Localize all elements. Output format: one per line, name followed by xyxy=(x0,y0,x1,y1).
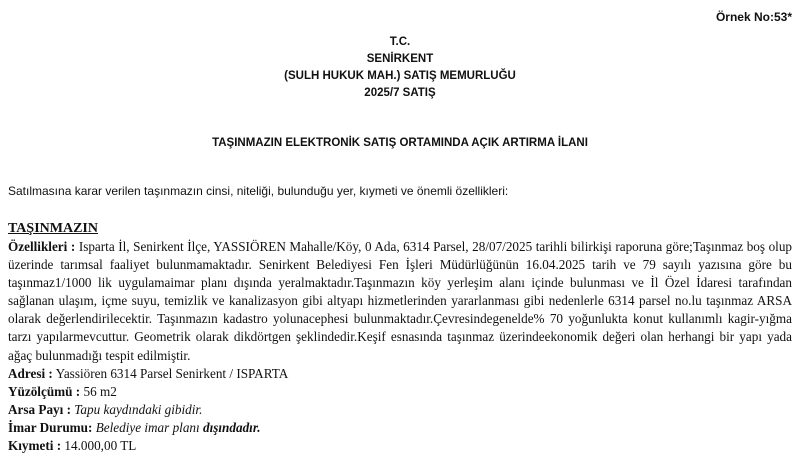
header-line-district: SENİRKENT xyxy=(366,53,434,65)
document-header xyxy=(0,34,800,102)
area-value: 56 m2 xyxy=(83,383,117,399)
zoning-value: Belediye imar planı xyxy=(95,419,200,435)
zoning-emphasis: dışındadır. xyxy=(203,419,261,435)
sample-number: Örnek No:53* xyxy=(715,10,792,24)
header-line-tc: T.C. xyxy=(389,36,411,48)
address-label: Adresi : xyxy=(8,365,53,381)
header-line-file-no: 2025/7 SATIŞ xyxy=(364,87,436,99)
value-label: Kıymeti : xyxy=(8,438,62,454)
section-title: TAŞINMAZIN xyxy=(8,221,98,236)
address-row xyxy=(8,365,792,383)
zoning-row xyxy=(8,419,792,437)
value-row xyxy=(8,437,792,455)
features-text: Isparta İl, Senirkent İlçe, YASSIÖREN Mahalle/Köy, 0 Ada, 6314 Parsel, 28/07/2025 tarihli bilirkişi raporuna göre;Taşınmaz boş olup üzerinde tarımsal faaliyet bulunmamaktadır. Senirkent Belediyesi Fen İşleri Müdürlüğünün 16.04.2025 tarih ve 79 sayılı yazısına göre bu taşınmaz1/1000 lik uygulamaimar planı dışında yeralmaktadır.Taşınmazın köy yerleşim alanı içinde bulunması ve İl Özel İdaresi tarafından sağlanan ulaşım, içme suyu, temizlik ve kanalizasyon gibi altyapı hizmetlerinden yararlanması gibi nedenlerle 6314 parsel no.lu taşınmaz ARSA olarak değerlendirilecektir. Taşınmazın kadastro yolunacephesi bulunmaktadır.Çevresindegenelde% 70 yoğunlukta konut kullanımlı kagir-yığma tarzı yapılarmevcuttur. Geometrik olarak dikdörtgen şeklindedir.Keşif esnasında taşınmaz üzerindeekonomik değeri olan herhangi bir yapı yada ağaç bulunmadığı tespit edilmiştir. xyxy=(8,239,793,363)
features-paragraph xyxy=(8,238,792,365)
property-section xyxy=(8,220,792,455)
share-row xyxy=(8,401,792,419)
intro-text: Satılmasına karar verilen taşınmazın cinsi, niteliği, bulunduğu yer, kıymeti ve önemli özellikleri: xyxy=(8,184,509,198)
share-value: Tapu kaydındaki gibidir. xyxy=(74,401,203,417)
address-value: Yassiören 6314 Parsel Senirkent / ISPARTA xyxy=(55,365,289,381)
value-amount: 14.000,00 TL xyxy=(64,438,137,454)
share-label: Arsa Payı : xyxy=(8,401,71,417)
header-line-office: (SULH HUKUK MAH.) SATIŞ MEMURLUĞU xyxy=(284,70,516,82)
area-row xyxy=(8,383,792,401)
announcement-title: TAŞINMAZIN ELEKTRONİK SATIŞ ORTAMINDA AÇIK ARTIRMA İLANI xyxy=(212,137,588,149)
area-label: Yüzölçümü : xyxy=(8,383,81,399)
zoning-label: İmar Durumu: xyxy=(8,419,93,435)
features-label: Özellikleri : xyxy=(8,239,76,254)
